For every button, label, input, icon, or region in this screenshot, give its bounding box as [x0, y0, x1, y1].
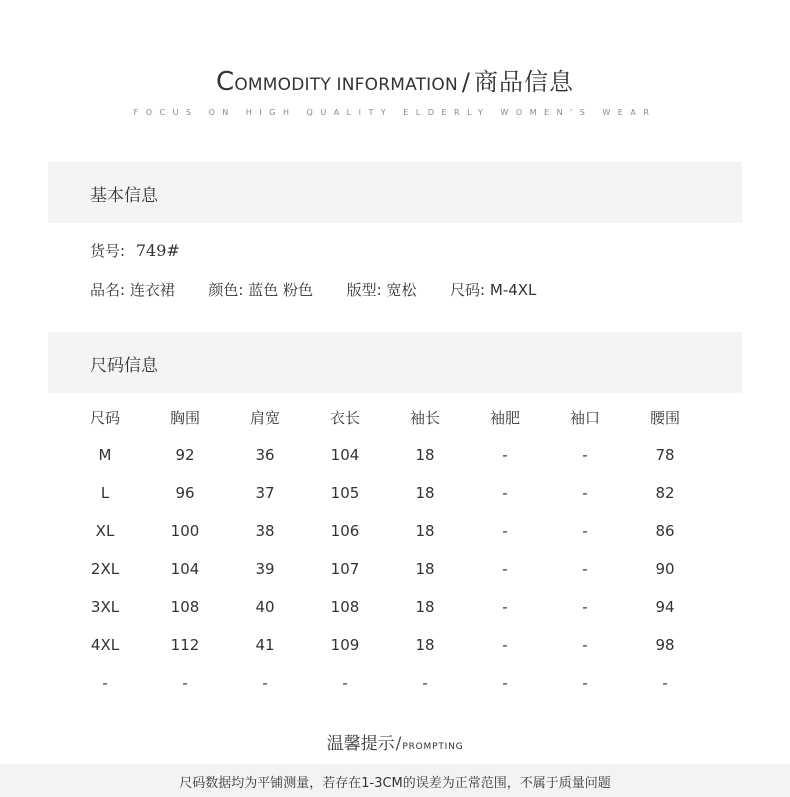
table-cell: 82	[655, 484, 675, 502]
table-cell: 104	[170, 560, 200, 578]
table-cell: 40	[255, 598, 275, 616]
table-cell: -	[662, 674, 668, 692]
table-row	[65, 626, 705, 664]
table-cell: -	[502, 636, 508, 654]
table-cell: -	[102, 674, 108, 692]
table-cell: 78	[655, 446, 675, 464]
table-cell: 3XL	[90, 598, 120, 616]
table-cell: -	[582, 674, 588, 692]
title-slash: /	[461, 68, 470, 96]
table-cell: 96	[175, 484, 195, 502]
size-table	[65, 398, 705, 702]
measurement-notice	[0, 764, 790, 797]
table-cell: 106	[330, 522, 360, 540]
table-row	[65, 436, 705, 474]
table-cell: -	[582, 446, 588, 464]
column-header: 肩宽	[249, 408, 280, 427]
table-cell: 18	[415, 560, 435, 578]
table-cell: 41	[255, 636, 275, 654]
table-row	[65, 512, 705, 550]
item-number-label: 货号:	[90, 242, 126, 260]
column-header: 胸围	[169, 408, 200, 427]
fit-value: 宽松	[386, 281, 417, 299]
table-cell: 18	[415, 522, 435, 540]
table-cell: 38	[255, 522, 275, 540]
item-number-value: 749#	[135, 241, 180, 260]
table-cell: 86	[655, 522, 675, 540]
column-header: 衣长	[329, 408, 360, 427]
table-cell: -	[342, 674, 348, 692]
table-cell: 2XL	[90, 560, 120, 578]
table-cell: -	[502, 598, 508, 616]
table-cell: 18	[415, 484, 435, 502]
table-cell: 108	[170, 598, 200, 616]
size-range-value: M-4XL	[489, 281, 537, 299]
page-title	[0, 62, 790, 97]
table-cell: 105	[330, 484, 360, 502]
table-row	[65, 588, 705, 626]
tips-heading	[0, 729, 790, 754]
column-header: 袖肥	[489, 408, 520, 427]
color-value: 蓝色 粉色	[248, 281, 314, 299]
table-cell: -	[582, 636, 588, 654]
table-cell: 107	[330, 560, 360, 578]
table-cell: -	[502, 446, 508, 464]
tips-slash: /	[395, 734, 402, 754]
tips-heading-en: PROMPTING	[402, 742, 464, 752]
table-cell: L	[100, 484, 110, 502]
table-cell: -	[582, 522, 588, 540]
table-cell: -	[582, 598, 588, 616]
size-table-header	[65, 398, 705, 436]
column-header: 腰围	[649, 408, 680, 427]
table-cell: 37	[255, 484, 275, 502]
table-cell: 94	[655, 598, 675, 616]
column-header: 尺码	[89, 408, 120, 427]
table-cell: M	[98, 446, 112, 464]
title-en	[215, 67, 458, 97]
table-cell: -	[262, 674, 268, 692]
table-cell: -	[582, 484, 588, 502]
table-row	[65, 550, 705, 588]
table-cell: 39	[255, 560, 275, 578]
table-cell: 18	[415, 636, 435, 654]
size-info-header	[48, 332, 742, 393]
size-info-heading: 尺码信息	[90, 356, 158, 376]
product-attributes-line	[90, 279, 536, 300]
table-cell: 112	[170, 636, 200, 654]
table-cell: -	[502, 674, 508, 692]
column-header: 袖长	[409, 408, 440, 427]
table-cell: 100	[170, 522, 200, 540]
size-range-label: 尺码:	[450, 281, 486, 299]
table-cell: 4XL	[90, 636, 120, 654]
name-value: 连衣裙	[129, 281, 175, 299]
table-cell: 18	[415, 446, 435, 464]
table-cell: -	[182, 674, 188, 692]
table-cell: 108	[330, 598, 360, 616]
basic-info-heading: 基本信息	[90, 186, 158, 206]
color-label: 颜色:	[208, 281, 244, 299]
table-cell: -	[502, 484, 508, 502]
column-header: 袖口	[569, 408, 600, 427]
table-cell: 90	[655, 560, 675, 578]
measurement-notice-text: 尺码数据均为平铺测量，若存在1-3CM的误差为正常范围，不属于质量问题	[179, 776, 611, 791]
title-en-initial: C	[215, 67, 235, 97]
table-cell: 36	[255, 446, 275, 464]
tips-heading-cn: 温馨提示	[326, 734, 395, 754]
table-cell: 104	[330, 446, 360, 464]
title-cn: 商品信息	[474, 68, 574, 96]
table-cell: 109	[330, 636, 360, 654]
title-en-rest: OMMODITY INFORMATION	[234, 75, 458, 95]
table-row	[65, 474, 705, 512]
item-number-line	[90, 240, 180, 261]
table-cell: -	[502, 522, 508, 540]
table-row	[65, 664, 705, 702]
name-label: 品名:	[90, 281, 126, 299]
table-cell: XL	[95, 522, 115, 540]
table-cell: -	[422, 674, 428, 692]
page-subtitle: FOCUS ON HIGH QUALITY ELDERLY WOMEN'S WEAR	[133, 108, 657, 117]
basic-info-header	[48, 162, 742, 223]
fit-label: 版型:	[346, 281, 382, 299]
table-cell: 18	[415, 598, 435, 616]
table-cell: 98	[655, 636, 675, 654]
table-cell: -	[502, 560, 508, 578]
table-cell: 92	[175, 446, 195, 464]
table-cell: -	[582, 560, 588, 578]
